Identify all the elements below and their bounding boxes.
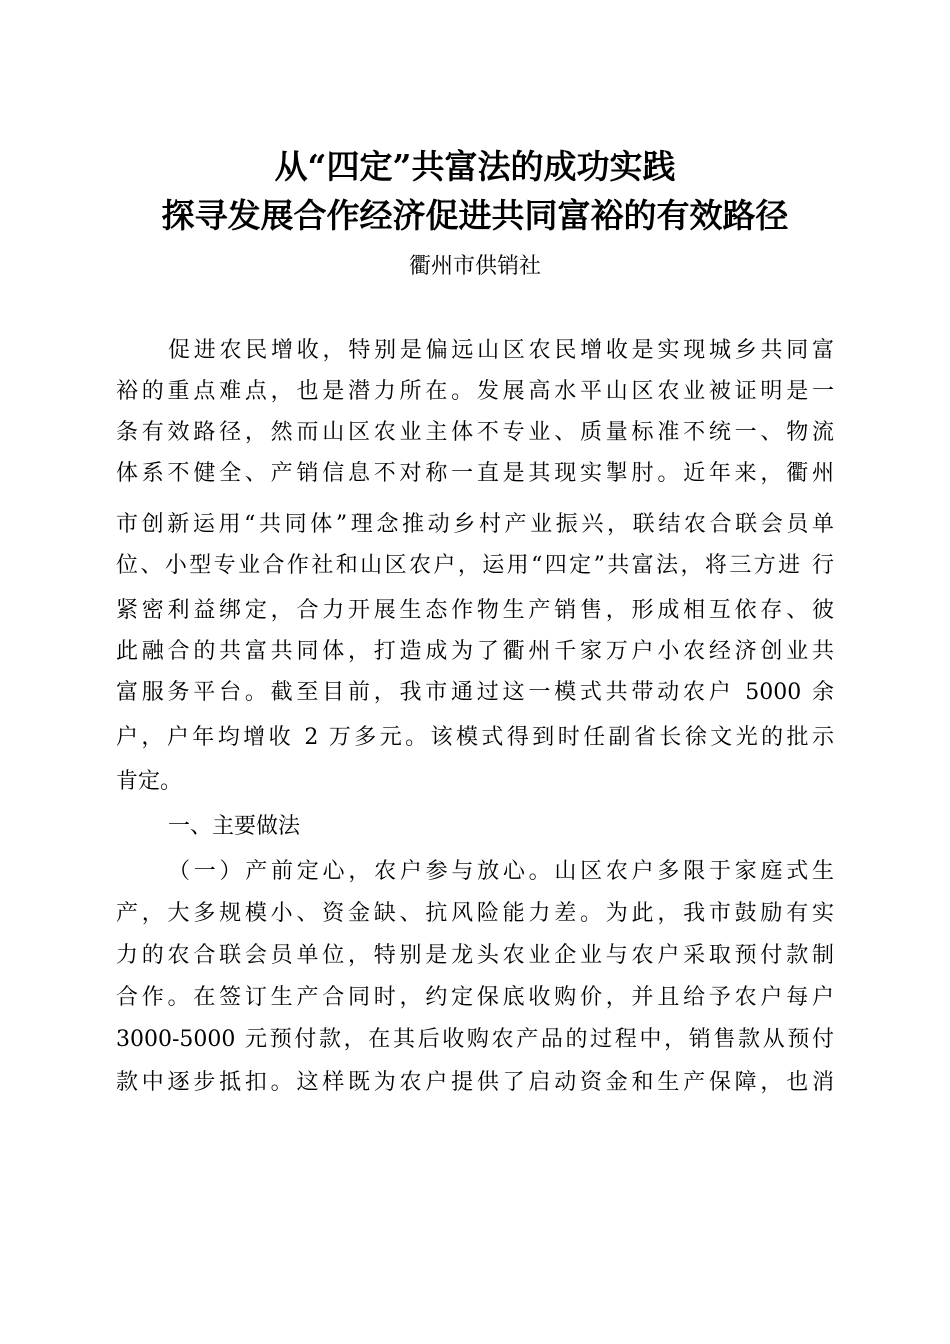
paragraph-line: （一）产前定心，农户参与放心。山区农户多限于家庭式生 — [168, 859, 834, 884]
paragraph-line: 产，大多规模小、资金缺、抗风险能力差。为此，我市鼓励有实 — [116, 901, 834, 926]
document-title-line-2: 探寻发展合作经济促进共同富裕的有效路径 — [161, 196, 789, 235]
paragraph-line: 位、小型专业合作社和山区农户，运用“四定”共富法，将三方进 行 — [116, 553, 834, 578]
paragraph-line: 户，户年均增收 2 万多元。该模式得到时任副省长徐文光的批示 — [116, 725, 834, 750]
paragraph-line: 条有效路径，然而山区农业主体不专业、质量标准不统一、物流 — [116, 420, 834, 445]
paragraph-line: 富服务平台。截至目前，我市通过这一模式共带动农户 5000 余 — [116, 680, 834, 705]
paragraph-line: 市创新运用“共同体”理念推动乡村产业振兴，联结农合联会员单 — [116, 512, 834, 537]
paragraph-line: 3000-5000 元预付款，在其后收购农产品的过程中，销售款从预付 — [116, 1027, 834, 1052]
paragraph-line: 力的农合联会员单位，特别是龙头农业企业与农户采取预付款制 — [116, 943, 834, 968]
paragraph-line: 款中逐步抵扣。这样既为农户提供了启动资金和生产保障，也消 — [116, 1070, 834, 1095]
document-author: 衢州市供销社 — [408, 254, 541, 279]
paragraph-line: 促进农民增收，特别是偏远山区农民增收是实现城乡共同富 — [168, 338, 834, 363]
section-heading: 一、主要做法 — [168, 814, 301, 839]
paragraph-line: 肯定。 — [116, 769, 183, 794]
paragraph-line: 裕的重点难点，也是潜力所在。发展高水平山区农业被证明是一 — [116, 379, 834, 404]
paragraph-line: 紧密利益绑定，合力开展生态作物生产销售，形成相互依存、彼 — [116, 598, 834, 623]
paragraph-line: 此融合的共富共同体，打造成为了衢州千家万户小农经济创业共 — [116, 639, 834, 664]
paragraph-line: 体系不健全、产销信息不对称一直是其现实掣肘。近年来，衢州 — [116, 461, 834, 486]
document-title-line-1: 从“四定”共富法的成功实践 — [274, 147, 676, 186]
paragraph-line: 合作。在签订生产合同时，约定保底收购价，并且给予农户每户 — [116, 985, 834, 1010]
